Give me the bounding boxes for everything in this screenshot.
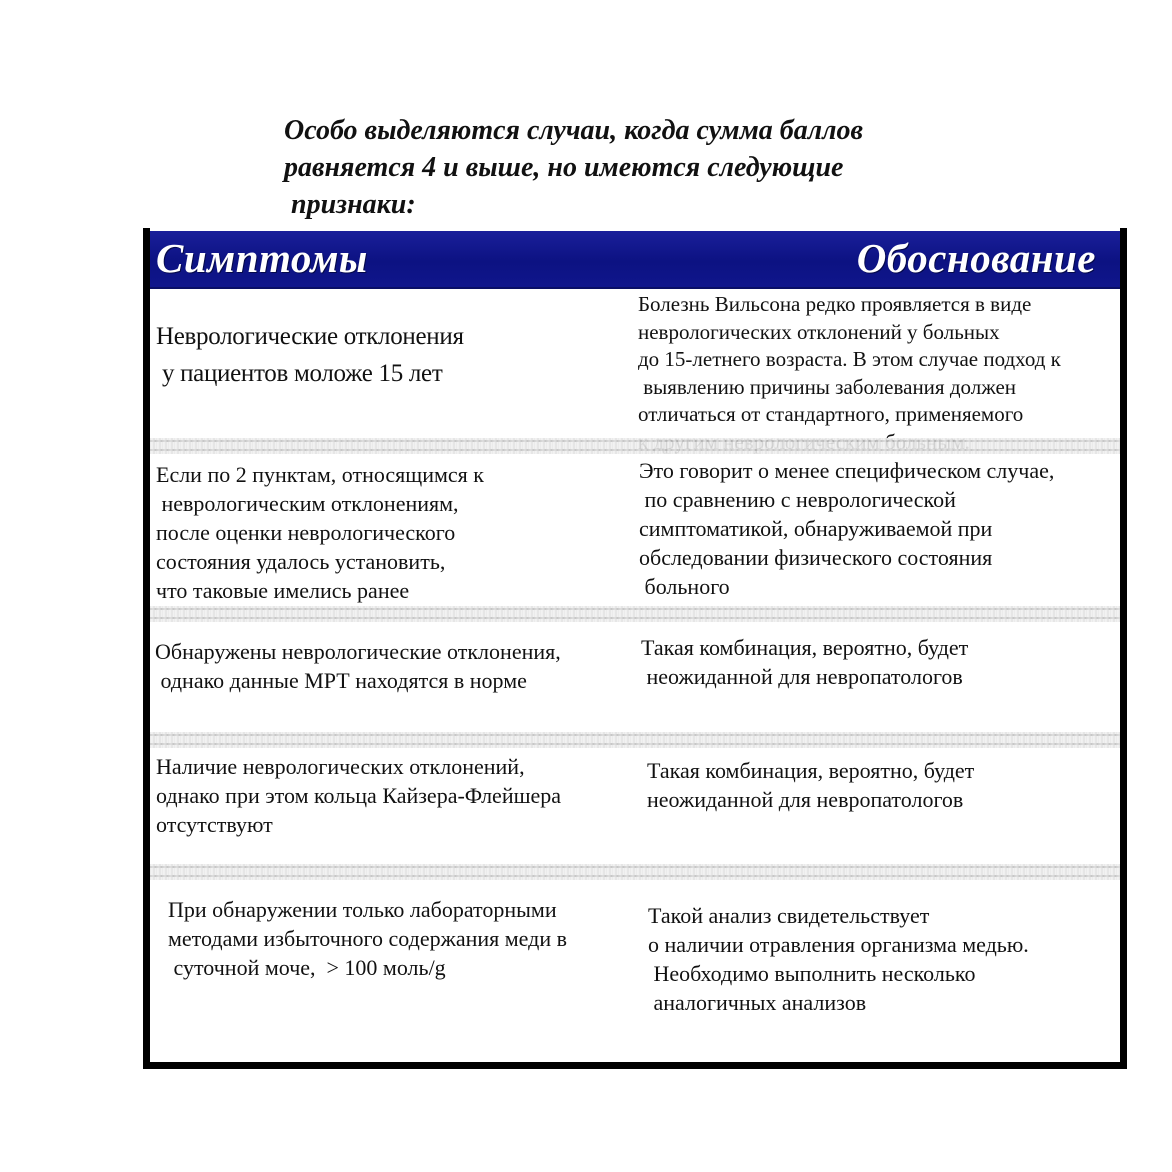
symptom-line: неврологическим отклонениям, <box>156 491 459 516</box>
rationale-line: больного <box>639 574 730 599</box>
criteria-table <box>143 228 1127 1069</box>
heading-line: признаки: <box>284 189 416 220</box>
symptom-cell <box>156 752 561 839</box>
symptom-line: Если по 2 пунктам, относящимся к <box>156 462 484 487</box>
symptom-line: отсутствуют <box>156 812 273 837</box>
symptom-line: суточной моче, > 100 моль/g <box>168 955 446 980</box>
rationale-cell <box>639 456 1054 601</box>
row-divider <box>150 438 1120 454</box>
page-heading <box>284 112 1044 223</box>
symptom-line: после оценки неврологического <box>156 520 456 545</box>
symptom-line: что таковые имелись ранее <box>156 578 410 603</box>
rationale-line: Это говорит о менее специфическом случае, <box>639 458 1055 483</box>
rationale-line: по сравнению с неврологической <box>639 487 956 512</box>
rationale-cell <box>638 291 1061 456</box>
rationale-line: неврологических отклонений у больных <box>638 319 1000 344</box>
heading-line: равняется 4 и выше, но имеются следующие <box>284 152 844 183</box>
symptom-line: состояния удалось установить, <box>156 549 446 574</box>
symptom-cell <box>156 318 464 392</box>
rationale-line: Такая комбинация, вероятно, будет <box>641 635 969 660</box>
rationale-line: до 15-летнего возраста. В этом случае подход к <box>638 347 1061 371</box>
row-divider <box>150 606 1120 622</box>
heading-line: Особо выделяются случаи, когда сумма баллов <box>284 115 864 146</box>
row-divider <box>150 864 1120 880</box>
rationale-line: Такой анализ свидетельствует <box>648 903 930 928</box>
rationale-line: отличаться от стандартного, применяемого <box>638 402 1024 426</box>
symptom-line: Обнаружены неврологические отклонения, <box>155 639 561 664</box>
rationale-line: обследовании физического состояния <box>639 545 993 570</box>
rationale-line: неожиданной для невропатологов <box>641 664 963 689</box>
symptom-line: однако данные МРТ находятся в норме <box>155 668 527 693</box>
rationale-line: выявлению причины заболевания должен <box>638 374 1017 399</box>
symptom-line: Наличие неврологических отклонений, <box>156 754 525 779</box>
symptom-line: у пациентов моложе 15 лет <box>156 360 443 387</box>
rationale-line: аналогичных анализов <box>648 990 867 1015</box>
symptom-line: однако при этом кольца Кайзера-Флейшера <box>156 783 562 808</box>
rationale-cell <box>647 756 974 814</box>
symptom-cell <box>168 895 567 982</box>
symptom-line: При обнаружении только лабораторными <box>168 897 557 922</box>
symptom-line: методами избыточного содержания меди в <box>168 926 568 951</box>
column-header-symptoms: Симптомы <box>156 235 368 281</box>
column-header-rationale: Обоснование <box>856 235 1096 281</box>
symptom-cell <box>155 637 561 695</box>
row-divider <box>150 732 1120 748</box>
symptom-line: Неврологические отклонения <box>156 323 464 350</box>
rationale-line: Такая комбинация, вероятно, будет <box>647 758 975 783</box>
symptom-cell <box>156 460 484 605</box>
table-header <box>150 231 1120 289</box>
rationale-line: о наличии отравления организма медью. <box>648 932 1029 957</box>
table-body <box>150 228 1120 1062</box>
rationale-cell <box>641 633 968 691</box>
rationale-line: неожиданной для невропатологов <box>647 787 964 812</box>
rationale-cell <box>648 901 1029 1017</box>
rationale-line: Необходимо выполнить несколько <box>648 961 976 986</box>
rationale-line: Болезнь Вильсона редко проявляется в виде <box>638 292 1032 316</box>
rationale-line: симптоматикой, обнаруживаемой при <box>639 516 993 541</box>
